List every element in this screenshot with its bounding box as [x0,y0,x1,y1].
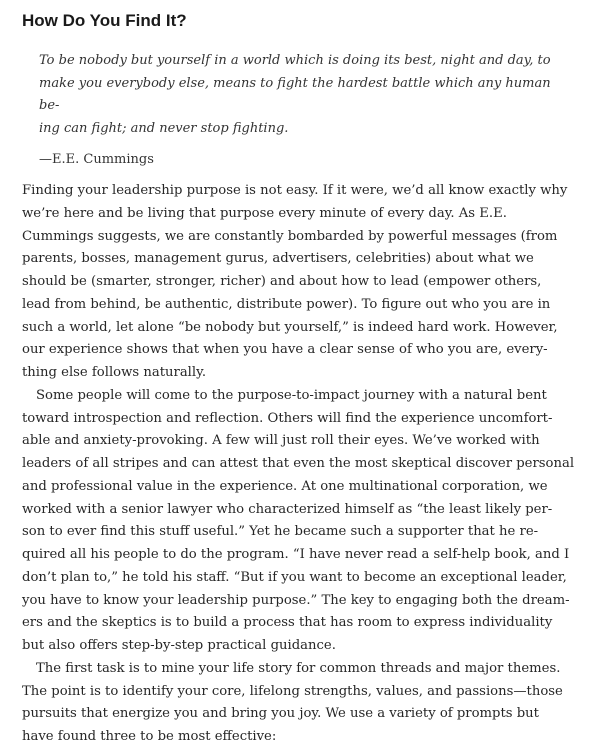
paragraph-line: thing else follows naturally. [22,365,207,380]
paragraph-line: lead from behind, be authentic, distribute power). To figure out who you are in [22,296,551,312]
section-heading: How Do You Find It? [22,11,187,30]
paragraph-line: Cummings suggests, we are constantly bombarded by powerful messages (from [22,228,558,244]
paragraph-line: son to ever find this stuff useful.” Yet he became such a supporter that he re- [22,524,539,540]
paragraph-line: The point is to identify your core, lifelong strengths, values, and passions—those [22,683,563,699]
paragraph-line: don’t plan to,” he told his staff. “But if you want to become an exceptional leader, [22,569,567,585]
paragraph-line: leaders of all stripes and can attest that even the most skeptical discover personal [22,456,575,471]
paragraph-line: The first task is to mine your life story for common threads and major themes. [36,660,561,676]
paragraph-line: but also offers step-by-step practical guidance. [22,638,336,653]
document-page [22,10,575,749]
paragraph-line: you have to know your leadership purpose.” The key to engaging both the dream- [22,592,570,608]
body-paragraph-1 [22,180,567,385]
paragraph-line: ers and the skeptics is to build a process that has room to express individuality [22,615,553,631]
paragraph-line: and professional value in the experience. At one multinational corporation, we [22,478,548,494]
paragraph-line: quired all his people to do the program. “I have never read a self-help book, and I [22,547,570,562]
paragraph-line: such a world, let alone “be nobody but yourself,” is indeed hard work. However, [22,319,558,335]
paragraph-line: worked with a senior lawyer who characterized himself as “the least likely per- [22,501,553,517]
paragraph-line: able and anxiety-provoking. A few will just roll their eyes. We’ve worked with [22,433,540,449]
paragraph-line: toward introspection and reflection. Others will find the experience uncomfort- [22,410,553,426]
paragraph-line: should be (smarter, stronger, richer) and about how to lead (empower others, [22,274,542,289]
paragraph-line: have found three to be most effective: [22,729,277,744]
epigraph-line: ing can fight; and never stop fighting. [39,120,289,136]
paragraph-line: Finding your leadership purpose is not easy. If it were, we’d all know exactly why [22,183,568,198]
epigraph-line: To be nobody but yourself in a world which is doing its best, night and day, to [39,53,551,68]
paragraph-line: parents, bosses, management gurus, advertisers, celebrities) about what we [22,251,534,267]
epigraph-attribution: —E.E. Cummings [39,152,154,167]
paragraph-line: Some people will come to the purpose-to-impact journey with a natural bent [36,387,547,403]
paragraph-line: our experience shows that when you have a clear sense of who you are, every- [22,342,548,358]
body-paragraph-3 [22,658,567,749]
paragraph-line: pursuits that energize you and bring you joy. We use a variety of prompts but [22,706,539,722]
epigraph-quote [39,50,564,140]
epigraph-line: make you everybody else, means to fight the hardest battle which any human be- [39,75,551,113]
paragraph-line: we’re here and be living that purpose every minute of every day. As E.E. [22,205,507,221]
body-paragraph-2 [22,385,575,658]
